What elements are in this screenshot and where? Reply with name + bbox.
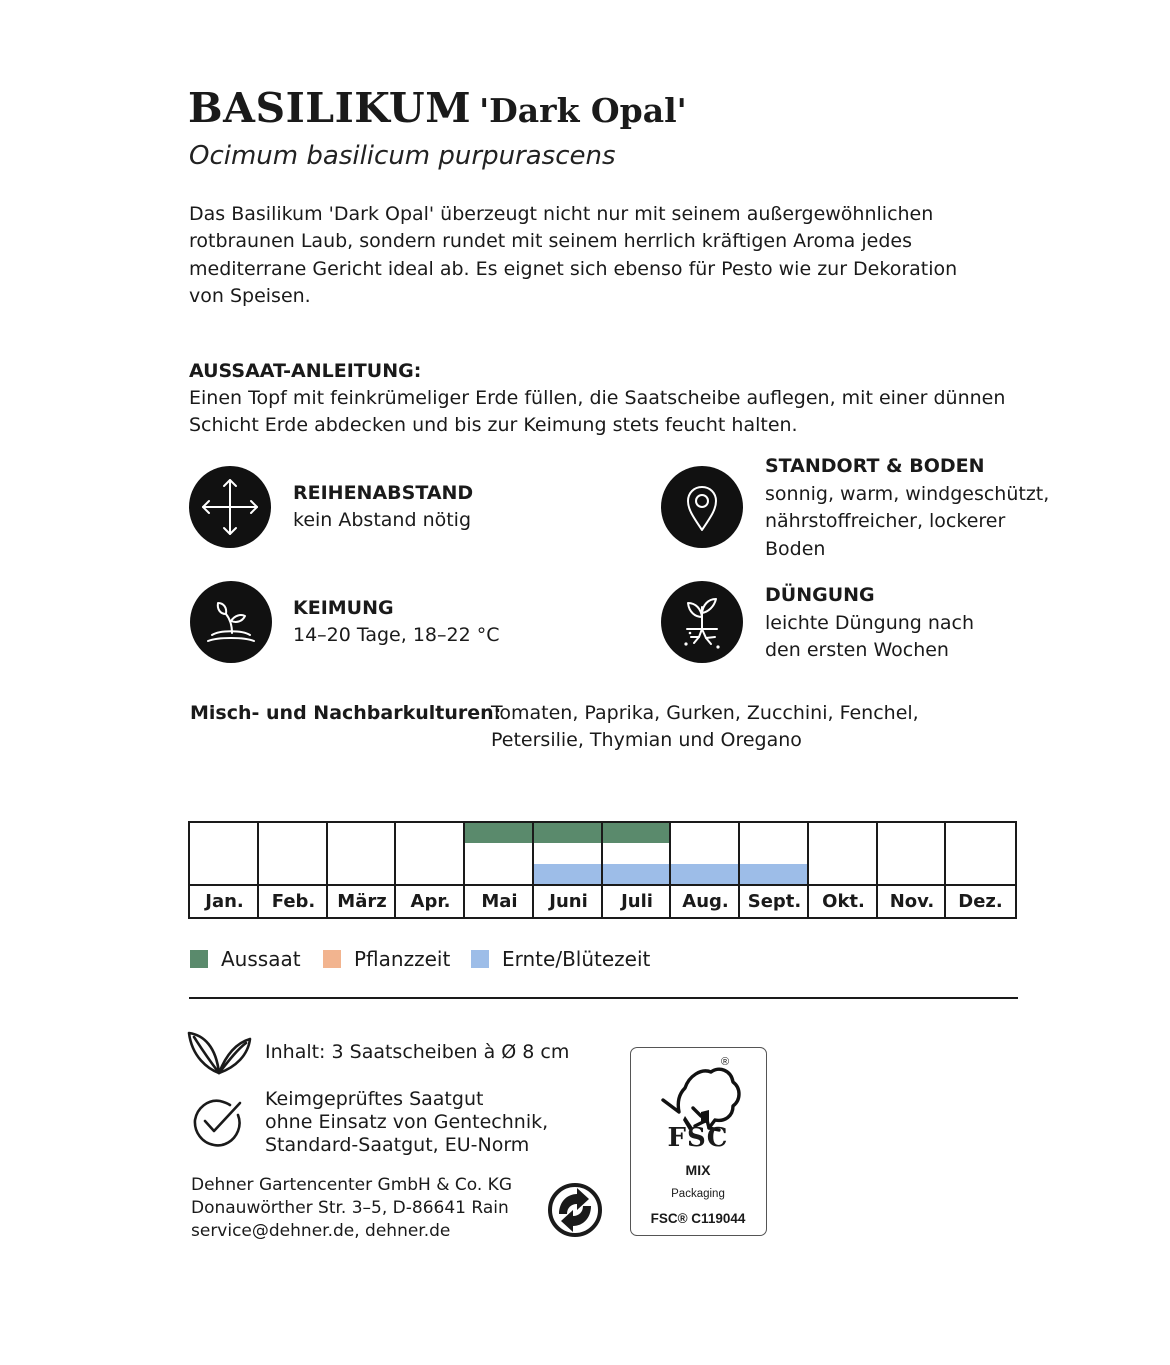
fsc-registered: ® bbox=[721, 1056, 730, 1068]
calendar-month-label: Juni bbox=[549, 891, 588, 912]
spacing-value: kein Abstand nötig bbox=[293, 509, 472, 531]
calendar-month-label: Sept. bbox=[747, 891, 802, 912]
fsc-packaging: Packaging bbox=[671, 1188, 725, 1200]
calendar-month-label: Okt. bbox=[822, 891, 865, 912]
calendar-month-label: März bbox=[337, 891, 387, 912]
product-title bbox=[188, 84, 687, 135]
germination-value: 14–20 Tage, 18–22 °C bbox=[293, 624, 500, 646]
leaves-icon bbox=[186, 1027, 254, 1077]
calendar-month-label: Feb. bbox=[271, 891, 316, 912]
company-address bbox=[191, 1174, 512, 1243]
companion-value: Tomaten, Paprika, Gurken, Zucchini, Fenchel, Petersilie, Thymian und Oregano bbox=[491, 702, 919, 752]
sowing-heading: AUSSAAT-ANLEITUNG: bbox=[189, 360, 422, 382]
fsc-wordmark: FSC bbox=[667, 1123, 729, 1153]
location-pin-icon bbox=[661, 466, 743, 548]
legend-label-harvest: Ernte/Blütezeit bbox=[502, 947, 651, 971]
cultivar-name: 'Dark Opal' bbox=[479, 91, 687, 130]
quality-line-3: Standard-Saatgut, EU-Norm bbox=[265, 1134, 530, 1156]
plant-roots-icon bbox=[661, 581, 743, 663]
calendar-month-label: Juli bbox=[621, 891, 653, 912]
calendar-bar-harvest bbox=[534, 864, 601, 884]
footer-divider bbox=[189, 997, 1018, 999]
calendar-month-label: Apr. bbox=[410, 891, 451, 912]
legend-swatch-planting bbox=[323, 950, 341, 968]
fertilizing-value: leichte Düngung nach den ersten Wochen bbox=[765, 612, 975, 662]
fsc-mix: MIX bbox=[685, 1162, 711, 1178]
quality-line-2: ohne Einsatz von Gentechnik, bbox=[265, 1111, 549, 1133]
address-line-2: Donauwörther Str. 3–5, D-86641 Rain bbox=[191, 1198, 509, 1218]
fertilizing-heading: DÜNGUNG bbox=[765, 584, 875, 606]
calendar-bar-harvest bbox=[740, 864, 807, 884]
spacing-heading: REIHENABSTAND bbox=[293, 482, 474, 504]
calendar-month-label: Dez. bbox=[958, 891, 1003, 912]
calendar-bar-sowing bbox=[465, 823, 532, 843]
fsc-code: FSC® C119044 bbox=[650, 1211, 746, 1226]
calendar-month-label: Aug. bbox=[682, 891, 729, 912]
location-heading: STANDORT & BODEN bbox=[765, 455, 985, 477]
green-dot-icon bbox=[547, 1182, 603, 1238]
arrows-cross-icon bbox=[189, 466, 271, 548]
calendar-month-label: Nov. bbox=[889, 891, 935, 912]
calendar-bar-sowing bbox=[603, 823, 669, 843]
calendar-bar-harvest bbox=[603, 864, 669, 884]
legend-item-planting bbox=[323, 946, 450, 972]
fsc-label bbox=[630, 1047, 767, 1236]
calendar-bar-harvest bbox=[671, 864, 738, 884]
sprout-icon bbox=[190, 581, 272, 663]
legend-label-sowing: Aussaat bbox=[221, 947, 301, 971]
legend-item-harvest bbox=[471, 946, 650, 972]
check-circle-icon bbox=[188, 1093, 246, 1151]
address-line-3: service@dehner.de, dehner.de bbox=[191, 1221, 451, 1241]
address-line-1: Dehner Gartencenter GmbH & Co. KG bbox=[191, 1175, 512, 1195]
legend-label-planting: Pflanzzeit bbox=[354, 947, 451, 971]
legend-item-sowing bbox=[190, 946, 301, 972]
product-name: BASILIKUM bbox=[188, 84, 472, 132]
calendar-month-label: Mai bbox=[481, 891, 518, 912]
companion-label: Misch- und Nachbarkulturen: bbox=[190, 702, 502, 724]
sowing-instructions: Einen Topf mit feinkrümeliger Erde füllen, die Saatscheibe auflegen, mit einer dünnen Schicht Erde abdecken und bis zur Keimung stets feucht halten. bbox=[189, 387, 1006, 437]
content-info: Inhalt: 3 Saatscheiben à Ø 8 cm bbox=[265, 1041, 570, 1063]
latin-name: Ocimum basilicum purpurascens bbox=[189, 141, 616, 171]
germination-heading: KEIMUNG bbox=[293, 597, 394, 619]
legend-swatch-harvest bbox=[471, 950, 489, 968]
quality-line-1: Keimgeprüftes Saatgut bbox=[265, 1088, 484, 1110]
legend-swatch-sowing bbox=[190, 950, 208, 968]
sowing-calendar bbox=[188, 821, 1017, 919]
calendar-bar-sowing bbox=[534, 823, 601, 843]
location-value: sonnig, warm, windgeschützt, nährstoffreicher, lockerer Boden bbox=[765, 483, 1050, 560]
product-description: Das Basilikum 'Dark Opal' überzeugt nicht nur mit seinem außergewöhnlichen rotbraunen Laub, sondern rundet mit seinem herrlich kräftigen Aroma jedes mediterrane Gericht ideal ab. Es eignet sich ebenso für Pesto wie zur Dekoration von Speisen. bbox=[189, 203, 958, 308]
calendar-month-label: Jan. bbox=[205, 891, 244, 912]
